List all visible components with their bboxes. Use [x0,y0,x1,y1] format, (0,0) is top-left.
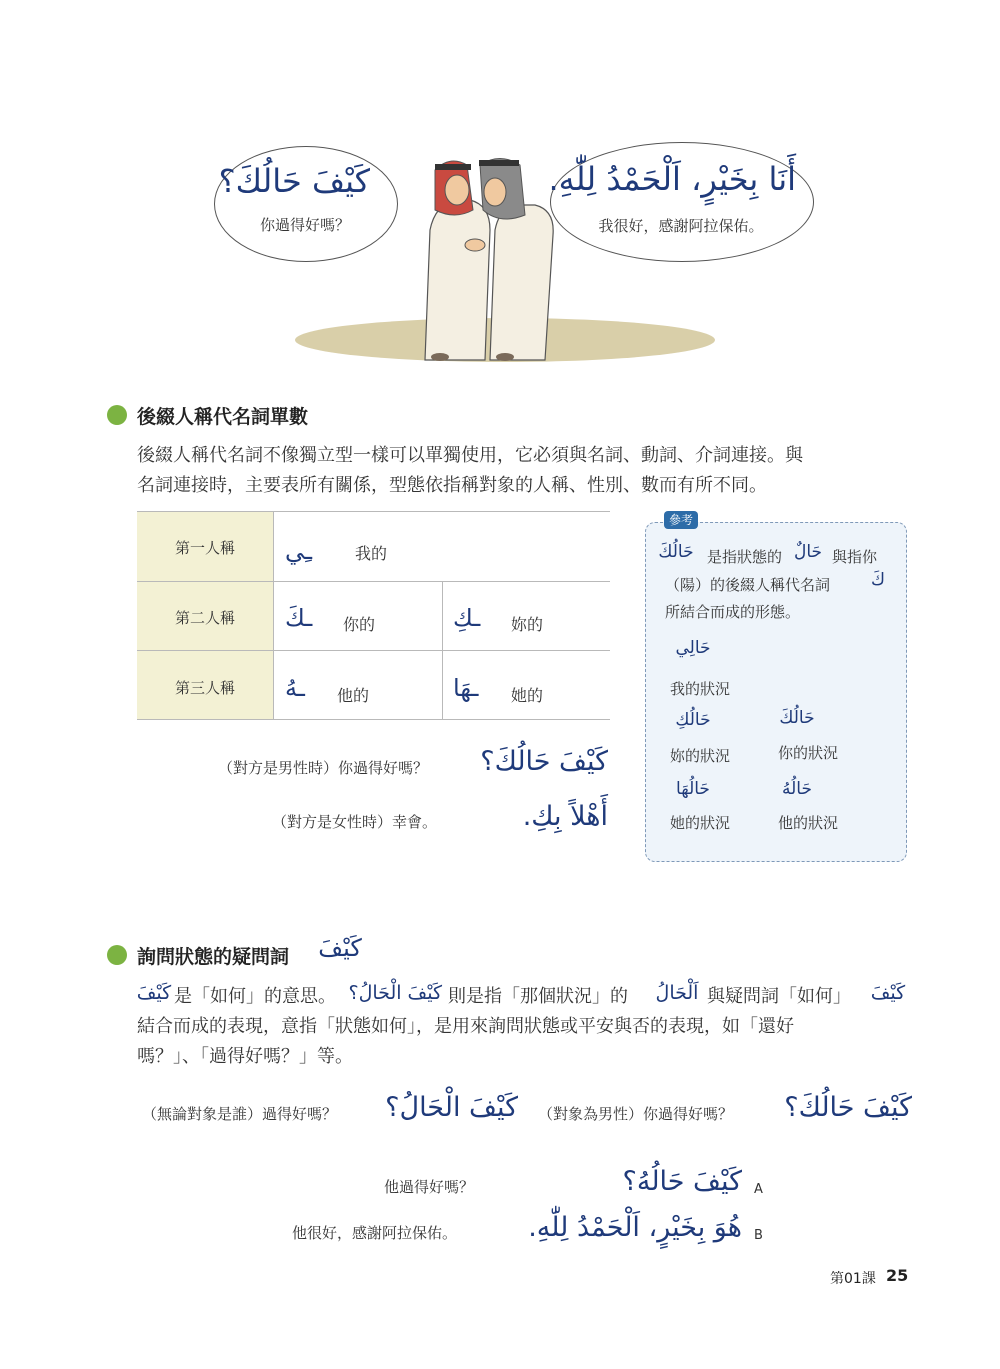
footer-page-number: 25 [886,1266,909,1285]
table-cell-meaning: 妳的 [511,615,544,634]
example-arabic: كَيْفَ الْحَالُ؟ [385,1092,518,1123]
section2-title: 詢問狀態的疑問詞 [137,946,290,968]
note-item-arabic: حَالُكَ [779,708,815,728]
dialogue-a-label: A [754,1182,763,1197]
pronoun-table [137,511,610,720]
note-item-meaning: 我的狀況 [670,680,731,698]
table-cell-arabic: ـِي [285,537,313,565]
right-bubble-chinese: 我很好，感謝阿拉保佑。 [598,217,764,235]
example-chinese: （無論對象是誰）過得好嗎？ [142,1105,338,1123]
table-cell-meaning: 她的 [511,686,544,705]
section2-paragraph-line3: 嗎？」、「過得好嗎？」等。 [137,1046,353,1067]
note-item-arabic: حَالِي [675,638,711,658]
section-bullet [107,405,127,425]
dialogue-b-label: B [754,1228,763,1243]
right-bubble-arabic: أَنَا بِخَيْرٍ، اَلْحَمْدُ لِلّٰهِ. [548,160,796,198]
note-arabic: حَالُكَ [658,542,694,562]
left-bubble-arabic: كَيْفَ حَالُكَ؟ [218,162,370,200]
section1-paragraph-line2: 名詞連接時，主要表所有關係，型態依指稱對象的人稱、性別、數而有所不同。 [137,475,767,496]
note-text: 是指狀態的 [707,548,783,566]
note-item-meaning: 她的狀況 [670,814,731,832]
dialogue-a-chinese: 他過得好嗎？ [384,1178,475,1196]
note-item-arabic: حَالُهَا [676,779,710,799]
note-text: （陽）的後綴人稱代名詞 [665,576,831,594]
note-item-meaning: 他的狀況 [778,814,839,832]
section2-paragraph-arabic: كَيْفَ [136,982,172,1004]
note-item-meaning: 妳的狀況 [670,747,731,765]
table-cell-meaning: 他的 [337,686,370,705]
table-row-header: 第三人稱 [174,679,235,697]
section1-paragraph-line1: 後綴人稱代名詞不像獨立型一樣可以單獨使用，它必須與名詞、動詞、介詞連接。與 [137,445,803,466]
section-bullet [107,945,127,965]
section2-title-arabic: كَيْفَ [318,934,362,962]
section2-paragraph-arabic: اَلْحَالُ [655,982,699,1004]
section1-title: 後綴人稱代名詞單數 [137,406,309,428]
section2-paragraph-text: 則是指「那個狀況」的 [448,986,628,1007]
footer-lesson: 第01課 [830,1271,876,1287]
table-cell-arabic: ـهَا [453,674,479,702]
note-text: 與指你 [832,548,878,566]
dialogue-b-chinese: 他很好，感謝阿拉保佑。 [292,1224,458,1242]
table-cell-arabic: ـهُ [285,674,305,702]
note-text: 所結合而成的形態。 [665,603,801,621]
section2-paragraph-line2: 結合而成的表現，意指「狀態如何」，是用來詢問狀態或平安與否的表現，如「還好 [137,1016,794,1037]
note-arabic: كَ [870,570,885,590]
note-item-arabic: حَالُهُ [782,779,812,799]
example-chinese: （對象為男性）你過得好嗎？ [538,1105,734,1123]
section2-paragraph-text: 是「如何」的意思。 [174,986,336,1007]
reference-tag: 參考 [664,511,698,529]
example-chinese: （對方是女性時）幸會。 [272,813,438,831]
example-chinese: （對方是男性時）你過得好嗎？ [218,759,429,777]
table-row-header: 第二人稱 [174,609,235,627]
example-arabic: كَيْفَ حَالُكَ؟ [480,746,608,777]
table-cell-meaning: 我的 [355,544,388,563]
note-item-arabic: حَالُكِ [675,710,711,730]
note-arabic: حَالٌ [793,542,823,562]
dialogue-b-arabic: هُوَ بِخَيْرٍ، اَلْحَمْدُ لِلّٰهِ. [528,1212,742,1243]
table-cell-arabic: ـكِ [453,604,481,632]
table-cell-meaning: 你的 [343,615,376,634]
table-cell-arabic: ـكَ [285,604,313,632]
section2-paragraph-arabic: كَيْفَ [870,982,906,1004]
table-row-header: 第一人稱 [174,539,235,557]
example-arabic: كَيْفَ حَالُكَ؟ [784,1092,912,1123]
section2-paragraph-text: 與疑問詞「如何」 [707,986,851,1007]
dialogue-a-arabic: كَيْفَ حَالُهُ؟ [622,1166,742,1197]
section2-paragraph-arabic: كَيْفَ الْحَالُ؟ [348,982,442,1004]
example-arabic: أَهْلاً بِكِ. [522,801,608,832]
note-item-meaning: 你的狀況 [778,744,839,762]
left-bubble-chinese: 你過得好嗎？ [259,216,350,234]
